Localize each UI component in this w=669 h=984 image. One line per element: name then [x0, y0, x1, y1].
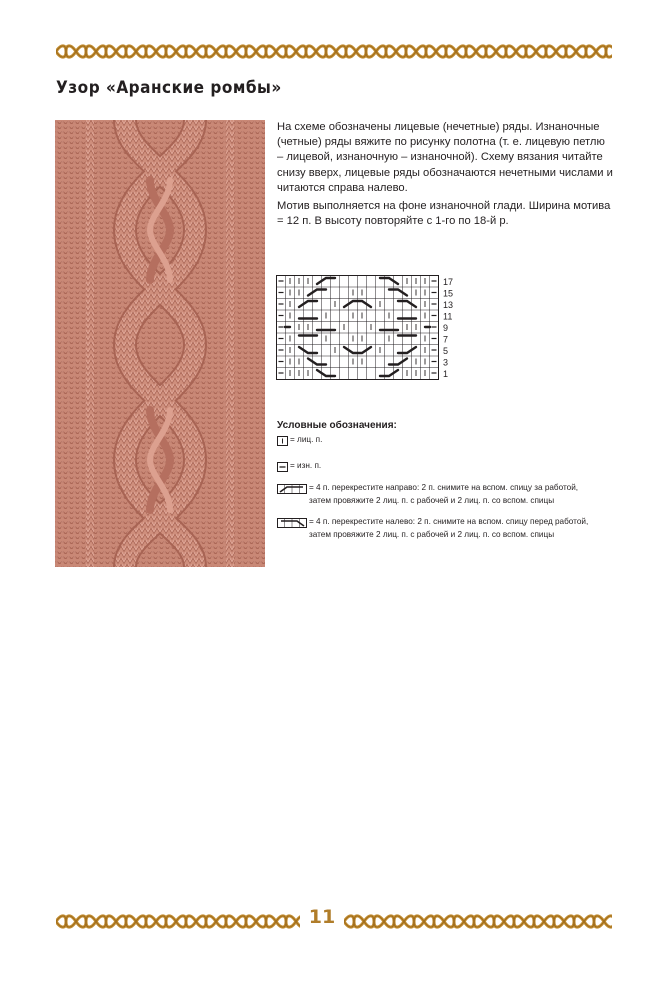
row-label: 1 [443, 369, 449, 379]
celtic-border-top [56, 44, 612, 59]
knit-symbol-icon [277, 436, 288, 446]
row-label: 9 [443, 323, 449, 333]
chart-legend [277, 420, 607, 539]
row-label: 3 [443, 357, 449, 368]
row-label: 11 [443, 311, 453, 322]
celtic-border-bottom-right [344, 914, 612, 929]
knitting-chart [276, 275, 456, 387]
legend-item-knit [277, 434, 322, 447]
cable-cross-left-icon [277, 518, 307, 528]
row-label: 17 [443, 277, 454, 287]
legend-item-purl [277, 460, 321, 473]
page-number: 11 [308, 906, 336, 928]
legend-knit-text: = лиц. п. [290, 435, 323, 444]
page-title: Узор «Аранские ромбы» [56, 78, 282, 98]
row-label: 7 [443, 334, 449, 345]
cable-cross-right-icon [277, 484, 307, 494]
chart-row-labels [443, 277, 453, 379]
row-label: 5 [443, 346, 449, 356]
description-paragraph-1: На схеме обозначены лицевые (нечетные) ряды. Изнаночные (четные) ряды вяжите по рисунку полотна (т. е. лицевую петлю – лицевой, изнаночную – изнаночной). Схему вязания читайте снизу вверх, лицевые ряды обозначаются нечетными числами и читаются справа налево. [277, 121, 613, 194]
pattern-description [277, 120, 613, 232]
description-paragraph-2: Мотив выполняется на фоне изнаночной глади. Ширина мотива = 12 п. В высоту повторяйте с 1-го по 18-й р. [277, 200, 611, 228]
purl-symbol-icon [277, 462, 288, 472]
legend-cross-right-text: = 4 п. перекрестите направо: 2 п. снимите на вспом. спицу за работой, затем провяжите 2 лиц. п. с рабочей и 2 лиц. п. со вспом. спицы [309, 483, 579, 505]
legend-item-cross-right [277, 482, 597, 507]
legend-item-cross-left [277, 516, 597, 541]
row-label: 15 [443, 288, 454, 299]
knitted-swatch-image [55, 120, 265, 567]
chart-grid [277, 276, 439, 380]
celtic-border-bottom-left [56, 914, 300, 929]
legend-title: Условные обозначения: [277, 420, 397, 431]
legend-purl-text: = изн. п. [290, 461, 322, 470]
row-label: 13 [443, 300, 454, 310]
legend-cross-left-text: = 4 п. перекрестите налево: 2 п. снимите на вспом. спицу перед работой, затем провяжите 2 лиц. п. с рабочей и 2 лиц. п. со вспом. спицы [309, 517, 589, 539]
